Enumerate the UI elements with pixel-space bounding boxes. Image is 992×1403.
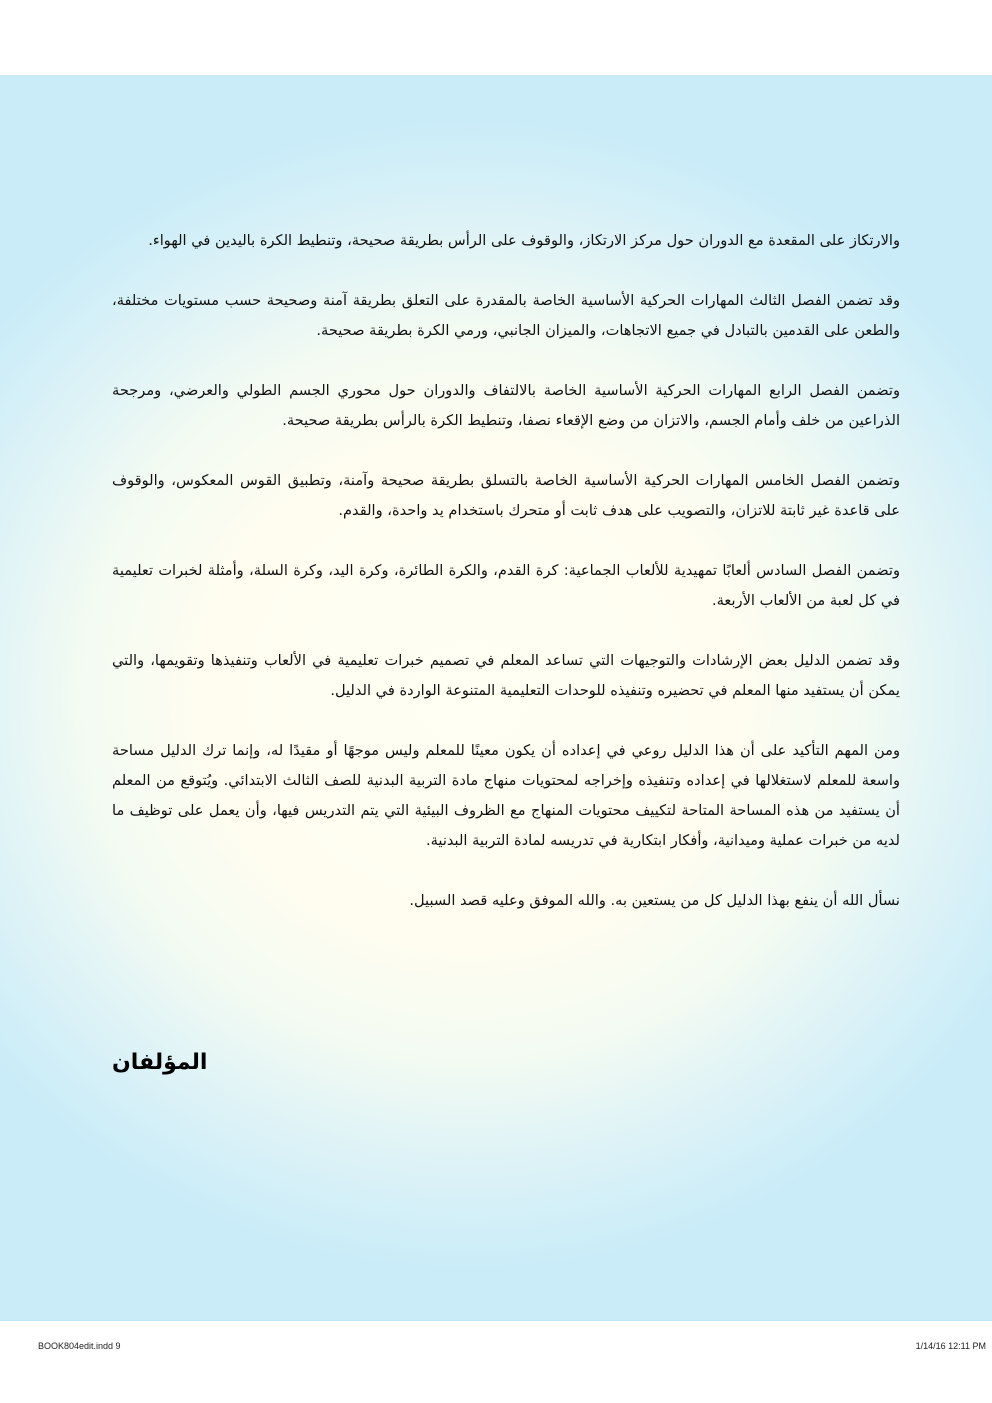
- paragraph-6: وقد تضمن الدليل بعض الإرشادات والتوجيهات التي تساعد المعلم في تصميم خبرات تعليمية في الألعاب وتنفيذها وتقويمها، والتي يمكن أن يستفيد منها المعلم في تحضيره وتنفيذه للوحدات التعليمية المتنوعة الواردة في الدليل.: [112, 652, 900, 699]
- paragraph-7: ومن المهم التأكيد على أن هذا الدليل روعي في إعداده أن يكون معينًا للمعلم وليس موجهًا أو مقيدًا له، وإنما ترك الدليل مساحة واسعة للمعلم لاستغلالها في إعداده وتنفيذه وإخراجه لمحتويات منهاج مادة التربية البدنية للصف الثالث الابتدائي. ويُتوقع من المعلم أن يستفيد من هذه المساحة المتاحة لتكييف محتويات المنهاج مع الظروف البيئية التي يتم التدريس فيها، وأن يعمل على توظيف ما لديه من خبرات عملية وميدانية، وأفكار ابتكارية في تدريسه لمادة التربية البدنية.: [112, 742, 900, 849]
- slug-file-name: BOOK804edit.indd 9: [38, 1341, 121, 1351]
- paragraph-2: وقد تضمن الفصل الثالث المهارات الحركية الأساسية الخاصة بالمقدرة على التعلق بطريقة آمنة وصحيحة حسب مستويات مختلفة، والطعن على القدمين بالتبادل في جميع الاتجاهات، والميزان الجانبي، ورمي الكرة بطريقة صحيحة.: [112, 292, 900, 339]
- authors-signature: المؤلفان: [112, 1050, 208, 1075]
- slug-date-time: 1/14/16 12:11 PM: [915, 1341, 986, 1351]
- paragraph-1: والارتكاز على المقعدة مع الدوران حول مركز الارتكاز، والوقوف على الرأس بطريقة صحيحة، وتنطيط الكرة باليدين في الهواء.: [148, 232, 900, 249]
- paragraph-3: وتضمن الفصل الرابع المهارات الحركية الأساسية الخاصة بالالتفاف والدوران حول محوري الجسم الطولي والعرضي، ومرجحة الذراعين من خلف وأمام الجسم، والاتزان من وضع الإقعاء نصفا، وتنطيط الكرة بالرأس بطريقة صحيحة.: [112, 382, 900, 429]
- page-bottom-edge: [0, 1320, 992, 1321]
- paragraph-4: وتضمن الفصل الخامس المهارات الحركية الأساسية الخاصة بالتسلق بطريقة صحيحة وآمنة، وتطبيق القوس المعكوس، والوقوف على قاعدة غير ثابتة للاتزان، والتصويب على هدف ثابت أو متحرك باستخدام يد واحدة، والقدم.: [112, 472, 900, 519]
- body-text: [112, 226, 900, 946]
- paragraph-5: وتضمن الفصل السادس ألعابًا تمهيدية للألعاب الجماعية: كرة القدم، والكرة الطائرة، وكرة اليد، وكرة السلة، وأمثلة لخبرات تعليمية في كل لعبة من الألعاب الأربعة.: [112, 562, 900, 609]
- paragraph-8: نسأل الله أن ينفع بهذا الدليل كل من يستعين به. والله الموفق وعليه قصد السبيل.: [409, 892, 900, 909]
